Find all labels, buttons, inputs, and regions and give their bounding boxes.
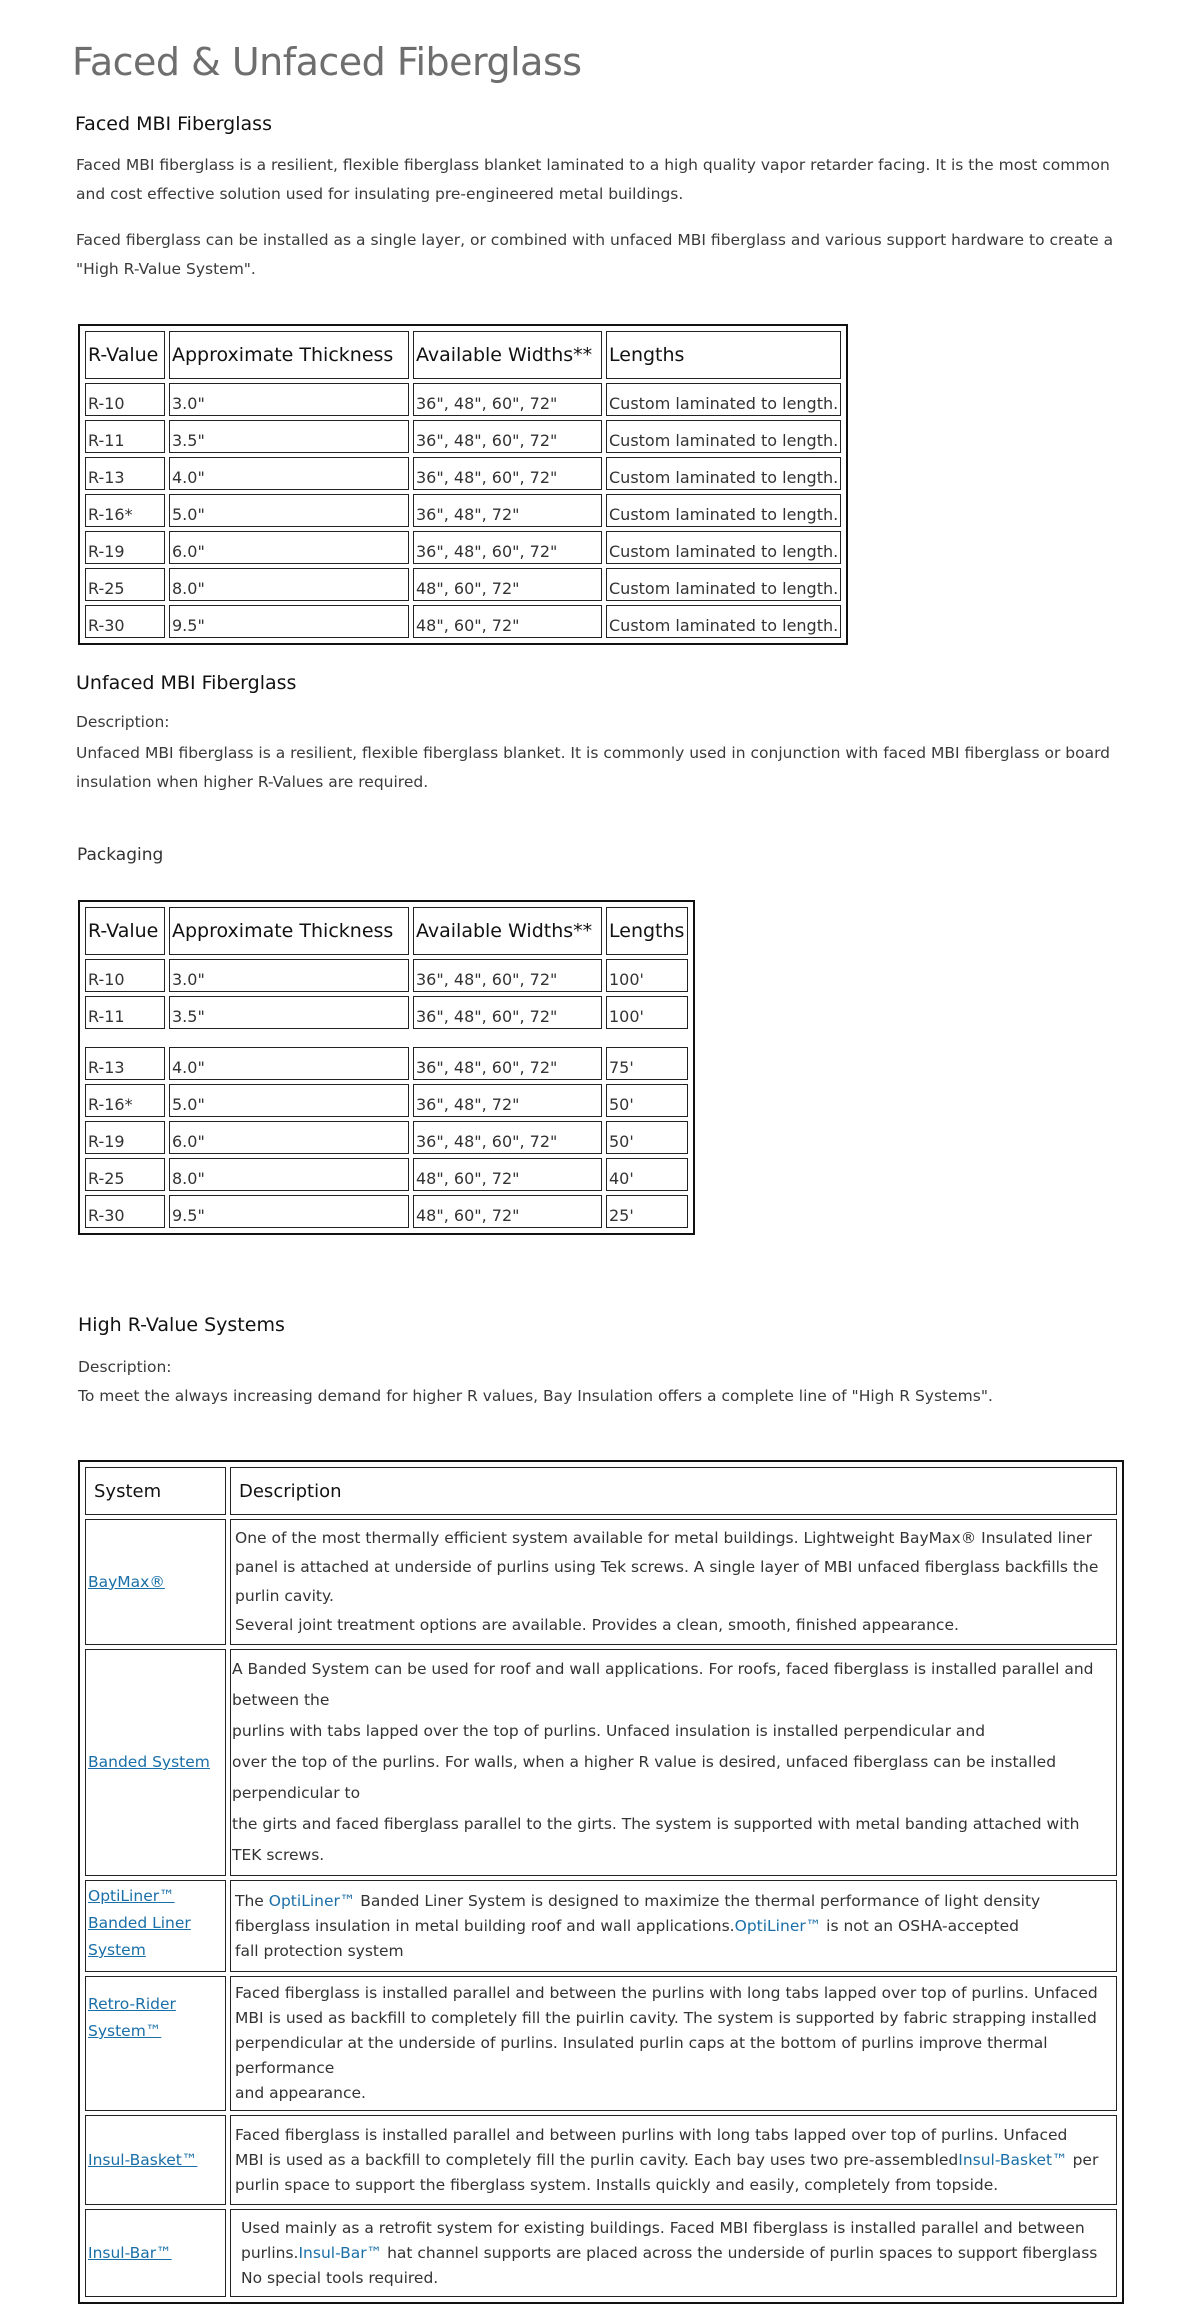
table-cell: 8.0" <box>169 568 409 601</box>
desc-line <box>235 2148 1112 2173</box>
table-row <box>85 1880 1117 1972</box>
table-row <box>85 2209 1117 2297</box>
faced-heading: Faced MBI Fiberglass <box>75 113 272 135</box>
desc-line <box>235 1914 1112 1939</box>
faced-para-1: Faced MBI fiberglass is a resilient, flexible fiberglass blanket laminated to a high quality vapor retarder facing. It is the most common and cost effective solution used for insulating pre-engineered metal buildings. <box>76 156 1110 203</box>
table-row <box>85 457 841 490</box>
table-header-row <box>85 907 688 955</box>
table-row <box>85 1121 688 1154</box>
faced-para-2: Faced fiberglass can be installed as a single layer, or combined with unfaced MBI fiberglass and various support hardware to create a "High R-Value System". <box>76 231 1114 278</box>
table-cell: R-30 <box>85 1195 165 1228</box>
desc-line: purlins with tabs lapped over the top of purlins. Unfaced insulation is installed perpendicular and <box>232 1722 986 1740</box>
page-title: Faced & Unfaced Fiberglass <box>72 40 582 84</box>
table-cell: Custom laminated to length. <box>606 605 841 638</box>
table-cell: 36", 48", 60", 72" <box>413 996 602 1029</box>
table-cell: 6.0" <box>169 531 409 564</box>
spacer-cell <box>169 1033 409 1043</box>
table-cell: 8.0" <box>169 1158 409 1191</box>
desc-line: Faced fiberglass is installed parallel and between purlins with long tabs lapped over top of purlins. Unfaced <box>235 2125 1068 2144</box>
desc-line <box>241 2241 1112 2266</box>
col-header: Available Widths** <box>413 331 602 379</box>
optiliner-inline-link[interactable]: OptiLiner™ <box>734 1916 822 1935</box>
systems-desc-label: Description: <box>78 1358 172 1376</box>
table-cell: 3.0" <box>169 959 409 992</box>
table-cell: 100' <box>606 996 688 1029</box>
table-cell: 48", 60", 72" <box>413 1158 602 1191</box>
table-row <box>85 531 841 564</box>
table-cell: Custom laminated to length. <box>606 531 841 564</box>
col-header: Available Widths** <box>413 907 602 955</box>
desc-line: One of the most thermally efficient system available for metal buildings. Lightweight BayMax® Insulated liner <box>235 1529 1092 1547</box>
desc-line: over the top of the purlins. For walls, when a higher R value is desired, unfaced fiberglass can be installed perpendicular to <box>232 1753 1057 1802</box>
table-row <box>85 1084 688 1117</box>
table-cell: 3.5" <box>169 420 409 453</box>
table-cell: Custom laminated to length. <box>606 568 841 601</box>
table-cell: R-19 <box>85 531 165 564</box>
col-header: R-Value <box>85 907 165 955</box>
table-row <box>85 1195 688 1228</box>
table-cell: 48", 60", 72" <box>413 605 602 638</box>
system-desc-cell <box>230 1880 1117 1972</box>
table-cell: 9.5" <box>169 1195 409 1228</box>
table-cell: R-11 <box>85 420 165 453</box>
desc-line <box>235 1889 1112 1914</box>
table-cell: 48", 60", 72" <box>413 1195 602 1228</box>
table-cell: 25' <box>606 1195 688 1228</box>
table-header-row <box>85 331 841 379</box>
table-cell: R-16* <box>85 494 165 527</box>
systems-table <box>78 1460 1124 2304</box>
table-row <box>85 959 688 992</box>
table-row <box>85 2115 1117 2205</box>
table-cell: R-16* <box>85 1084 165 1117</box>
table-header-row <box>85 1467 1117 1515</box>
systems-heading: High R-Value Systems <box>78 1314 285 1336</box>
table-cell: 6.0" <box>169 1121 409 1154</box>
table-row <box>85 1519 1117 1645</box>
desc-line: A Banded System can be used for roof and wall applications. For roofs, faced fiberglass is installed parallel and between the <box>232 1660 1094 1709</box>
table-cell: R-30 <box>85 605 165 638</box>
table-cell: 36", 48", 60", 72" <box>413 383 602 416</box>
insul-bar-link[interactable]: Insul-Bar™ <box>88 2243 172 2262</box>
retro-rider-link-line: Retro-Rider <box>88 1995 176 2013</box>
col-header: Lengths <box>606 907 688 955</box>
system-desc-cell <box>230 1976 1117 2111</box>
table-cell: 36", 48", 60", 72" <box>413 531 602 564</box>
banded-system-link[interactable]: Banded System <box>88 1753 210 1771</box>
table-cell: 36", 48", 60", 72" <box>413 1121 602 1154</box>
desc-line: and appearance. <box>235 2084 366 2102</box>
table-cell: 3.5" <box>169 996 409 1029</box>
table-cell: 48", 60", 72" <box>413 568 602 601</box>
system-name-cell <box>85 1649 226 1876</box>
baymax-link[interactable]: BayMax® <box>88 1572 165 1591</box>
table-cell: 36", 48", 60", 72" <box>413 457 602 490</box>
table-cell: Custom laminated to length. <box>606 383 841 416</box>
faced-table <box>78 324 848 645</box>
table-cell: R-13 <box>85 457 165 490</box>
unfaced-para: Unfaced MBI fiberglass is a resilient, flexible fiberglass blanket. It is commonly used in conjunction with faced MBI fiberglass or board insulation when higher R-Values are required. <box>76 744 1111 791</box>
desc-text: The <box>235 1891 269 1910</box>
table-cell: 40' <box>606 1158 688 1191</box>
col-header: System <box>85 1467 226 1515</box>
insul-bar-inline-link[interactable]: Insul-Bar™ <box>298 2243 383 2262</box>
desc-line: perpendicular at the underside of purlins. Insulated purlin caps at the bottom of purlins improve thermal performance <box>235 2034 1048 2077</box>
col-header: Lengths <box>606 331 841 379</box>
table-cell: 50' <box>606 1121 688 1154</box>
table-cell: 36", 48", 72" <box>413 1084 602 1117</box>
unfaced-heading: Unfaced MBI Fiberglass <box>76 672 297 694</box>
table-cell: 5.0" <box>169 1084 409 1117</box>
col-header: Approximate Thickness <box>169 331 409 379</box>
col-header: Approximate Thickness <box>169 907 409 955</box>
desc-line: purlin space to support the fiberglass system. Installs quickly and easily, completely from topside. <box>235 2175 999 2194</box>
table-cell: 50' <box>606 1084 688 1117</box>
table-cell: 36", 48", 60", 72" <box>413 959 602 992</box>
table-cell: R-11 <box>85 996 165 1029</box>
table-row <box>85 383 841 416</box>
table-cell: 9.5" <box>169 605 409 638</box>
col-header: R-Value <box>85 331 165 379</box>
desc-text: purlins. <box>241 2243 299 2262</box>
packaging-label: Packaging <box>77 845 164 865</box>
spacer-cell <box>606 1033 688 1043</box>
optiliner-link-line: System <box>88 1941 146 1959</box>
table-row <box>85 996 688 1029</box>
table-cell: R-25 <box>85 1158 165 1191</box>
table-row <box>85 568 841 601</box>
table-cell: 36", 48", 72" <box>413 494 602 527</box>
optiliner-link[interactable] <box>88 1883 224 1964</box>
desc-text: is not an OSHA-accepted <box>821 1916 1019 1935</box>
table-cell: 100' <box>606 959 688 992</box>
insul-basket-inline-link[interactable]: Insul-Basket™ <box>958 2150 1068 2169</box>
optiliner-inline-link[interactable]: OptiLiner™ <box>268 1891 356 1910</box>
desc-line: Faced fiberglass is installed parallel and between the purlins with long tabs lapped over top of purlins. Unfaced <box>235 1984 1098 2002</box>
desc-line: the girts and faced fiberglass parallel to the girts. The system is supported with metal banding attached with TEK screws. <box>232 1815 1080 1864</box>
table-cell: Custom laminated to length. <box>606 457 841 490</box>
unfaced-desc-label: Description: <box>76 713 170 731</box>
desc-text: MBI is used as a backfill to completely fill the purlin cavity. Each bay uses two pre-assembled <box>235 2150 959 2169</box>
system-name-cell <box>85 1976 226 2111</box>
spacer-cell <box>413 1033 602 1043</box>
table-cell: 3.0" <box>169 383 409 416</box>
retro-rider-link-line: System™ <box>88 2022 162 2040</box>
table-row <box>85 1158 688 1191</box>
spacer-cell <box>85 1033 165 1043</box>
desc-line: MBI is used as backfill to completely fill the puirlin cavity. The system is supported by fabric strapping installed <box>235 2009 1097 2027</box>
table-row <box>85 1047 688 1080</box>
desc-line: panel is attached at underside of purlins using Tek screws. A single layer of MBI unfaced fiberglass backfills the purlin cavity. <box>235 1558 1099 1605</box>
table-spacer-row <box>85 1033 688 1043</box>
system-desc-cell <box>230 2209 1117 2297</box>
table-cell: 4.0" <box>169 1047 409 1080</box>
systems-para: To meet the always increasing demand for higher R values, Bay Insulation offers a complete line of "High R Systems". <box>78 1387 993 1405</box>
table-cell: 4.0" <box>169 457 409 490</box>
table-cell: 75' <box>606 1047 688 1080</box>
table-cell: R-25 <box>85 568 165 601</box>
system-desc-cell <box>230 2115 1117 2205</box>
table-cell: 36", 48", 60", 72" <box>413 1047 602 1080</box>
table-row <box>85 494 841 527</box>
system-name-cell <box>85 2115 226 2205</box>
unfaced-table <box>78 900 695 1235</box>
system-name-cell <box>85 2209 226 2297</box>
system-name-cell <box>85 1880 226 1972</box>
desc-text: Banded Liner System is designed to maximize the thermal performance of light density <box>355 1891 1041 1910</box>
table-row <box>85 605 841 638</box>
desc-text: fiberglass insulation in metal building roof and wall applications. <box>235 1916 735 1935</box>
system-name-cell <box>85 1519 226 1645</box>
table-row <box>85 1976 1117 2111</box>
table-cell: Custom laminated to length. <box>606 420 841 453</box>
table-cell: Custom laminated to length. <box>606 494 841 527</box>
optiliner-link-line: Banded Liner <box>88 1914 191 1932</box>
retro-rider-link[interactable] <box>88 1991 224 2045</box>
desc-text: per <box>1067 2150 1099 2169</box>
table-cell: 36", 48", 60", 72" <box>413 420 602 453</box>
system-desc-cell <box>230 1649 1117 1876</box>
table-cell: R-19 <box>85 1121 165 1154</box>
table-row <box>85 1649 1117 1876</box>
desc-line: Several joint treatment options are available. Provides a clean, smooth, finished appearance. <box>235 1616 959 1634</box>
desc-line: fall protection system <box>235 1941 404 1960</box>
desc-text: hat channel supports are placed across the underside of purlin spaces to support fiberglass <box>382 2243 1098 2262</box>
table-row <box>85 420 841 453</box>
col-header: Description <box>230 1467 1117 1515</box>
system-desc-cell <box>230 1519 1117 1645</box>
table-cell: R-10 <box>85 959 165 992</box>
desc-line: Used mainly as a retrofit system for existing buildings. Faced MBI fiberglass is installed parallel and between <box>241 2218 1085 2237</box>
table-cell: R-13 <box>85 1047 165 1080</box>
table-cell: R-10 <box>85 383 165 416</box>
table-cell: 5.0" <box>169 494 409 527</box>
desc-line: No special tools required. <box>241 2268 439 2287</box>
insul-basket-link[interactable]: Insul-Basket™ <box>88 2150 198 2169</box>
optiliner-link-line: OptiLiner™ <box>88 1887 175 1905</box>
